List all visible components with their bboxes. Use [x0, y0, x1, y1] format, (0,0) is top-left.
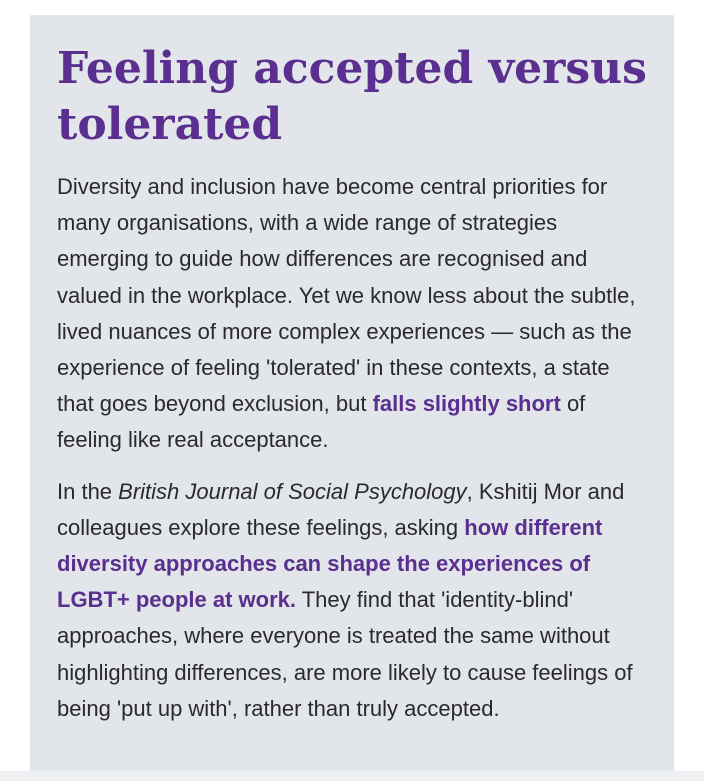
article-paragraph-1 [57, 169, 647, 459]
paragraph-1-text: Diversity and inclusion have become central priorities for many organisations, with a wide range of strategies emerging to guide how differences are recognised and valued in the workplace. Yet we know less about the subtle, lived nuances of more complex experiences — such as the experience of feeling 'tolerated' in these contexts, a state that goes beyond exclusion, but [57, 174, 636, 417]
article-paragraph-2 [57, 474, 647, 727]
article-title: Feeling accepted versus tolerated [57, 43, 647, 150]
diversity-approaches-link[interactable]: how different diversity approaches can shape the experiences of LGBT+ people at work. [57, 514, 603, 613]
paragraph-2-middle: , Kshitij Mor and colleagues explore these feelings, asking [57, 478, 625, 540]
journal-name: British Journal of Social Psychology [118, 478, 467, 504]
paragraph-2-ending: They find that 'identity-blind' approaches, where everyone is treated the same without highlighting differences, are more likely to cause feelings of being 'put up with', rather than truly accepted. [57, 587, 633, 721]
falls-slightly-short-link[interactable]: falls slightly short [372, 391, 561, 417]
paragraph-1-ending: of feeling like real acceptance. [57, 391, 586, 453]
bottom-divider [0, 771, 704, 781]
article-card [30, 15, 674, 771]
paragraph-2-intro: In the [57, 478, 119, 504]
